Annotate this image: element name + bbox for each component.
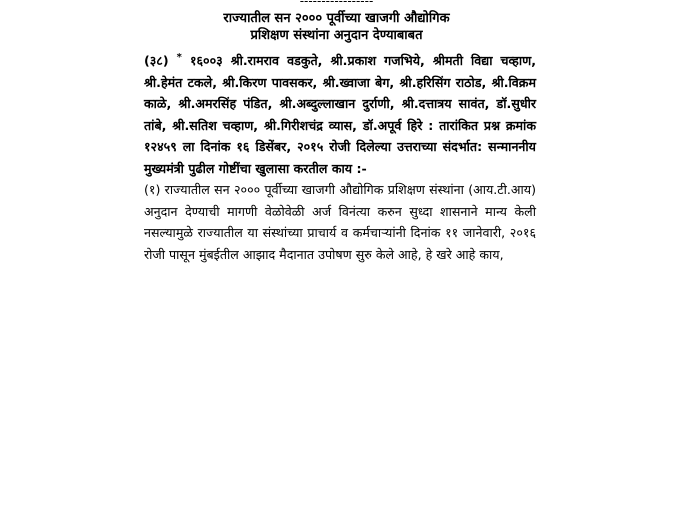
subquestion-text: (१) राज्यातील सन २००० पूर्वीच्या खाजगी औद्योगिक प्रशिक्षण संस्थांना (आय.टी.आय) अनुदान देण्याची मागणी वेळोवेळी अर्ज विनंत्या करुन सुध्दा शासनाने मान्य केली नसल्यामुळे राज्यातील या संस्थांच्या प्राचार्य व कर्मचाऱ्यांनी दिनांक ११ जानेवारी, २०१६ रोजी पासून मुंबईतील आझाद मैदानात उपोषण सुरु केले आहे, हे खरे आहे काय,	[144, 182, 536, 262]
starred-question-marker: *	[176, 52, 182, 63]
question-text: १६००३ श्री.रामराव वडकुते, श्री.प्रकाश गजभिये, श्रीमती विद्या चव्हाण, श्री.हेमंत टकले, श्री.किरण पावसकर, श्री.ख्वाजा बेग, श्री.हरिसिंग राठोड, श्री.विक्रम काळे, श्री.अमरसिंह पंडित, श्री.अब्दुल्लाखान दुर्राणी, श्री.दत्तात्रय सावंत, डॉ.सुधीर तांबे, श्री.सतिश चव्हाण, श्री.गिरीशचंद्र व्यास, डॉ.अपूर्व हिरे : तारांकित प्रश्न क्रमांक १२४५९ ला दिनांक १६ डिसेंबर, २०१५ रोजी दिलेल्या उत्तराच्या संदर्भात: सन्माननीय मुख्यमंत्री पुढील गोष्टींचा खुलासा करतील काय :-	[144, 53, 536, 176]
title-line-1: राज्यातील सन २००० पूर्वीच्या खाजगी औद्योगिक	[223, 11, 450, 26]
top-rule: -----------------	[299, 0, 374, 8]
document-title	[0, 10, 673, 44]
question-paragraph	[144, 50, 536, 180]
question-number: (३८)	[144, 53, 169, 68]
subquestion-paragraph	[144, 179, 536, 265]
title-line-2: प्रशिक्षण संस्थांना अनुदान देण्याबाबत	[250, 28, 423, 43]
